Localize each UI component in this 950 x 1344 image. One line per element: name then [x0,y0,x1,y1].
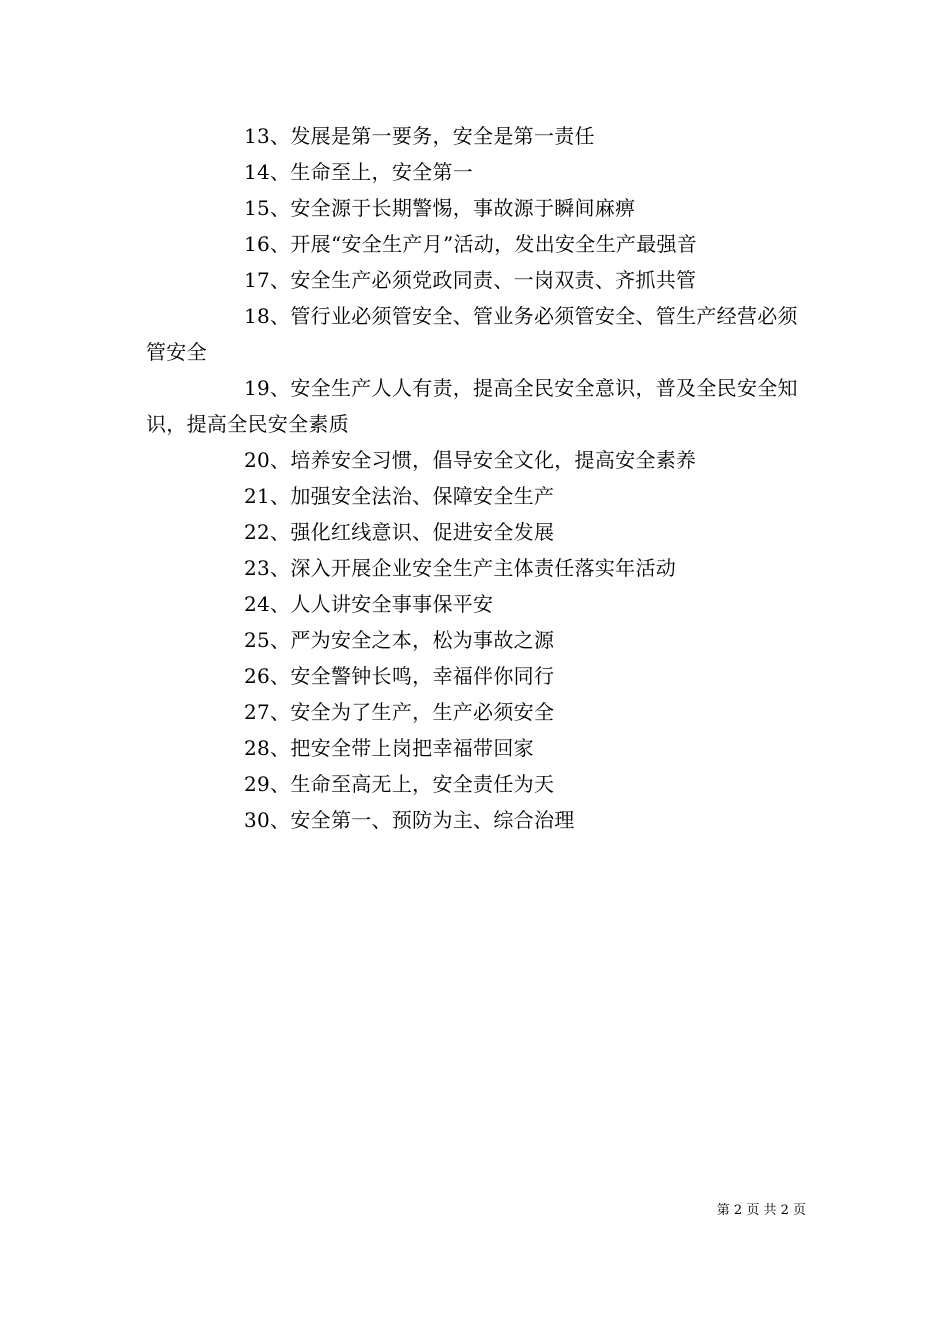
slogan-list [146,118,806,838]
page-number: 第 2 页 共 2 页 [716,1203,806,1218]
list-item: 13、发展是第一要务，安全是第一责任 [244,124,595,148]
list-item: 15、安全源于长期警惕，事故源于瞬间麻痹 [244,196,636,220]
list-item: 29、生命至高无上，安全责任为天 [244,772,555,796]
list-item: 21、加强安全法治、保障安全生产 [244,484,555,508]
list-item: 16、开展“安全生产月”活动，发出安全生产最强音 [244,232,698,256]
list-item: 30、安全第一、预防为主、综合治理 [244,808,575,832]
list-item: 25、严为安全之本，松为事故之源 [244,628,555,652]
list-item: 23、深入开展企业安全生产主体责任落实年活动 [244,556,677,580]
list-item: 14、生命至上，安全第一 [244,160,474,184]
list-item: 26、安全警钟长鸣，幸福伴你同行 [244,664,555,688]
list-item: 27、安全为了生产，生产必须安全 [244,700,555,724]
list-item: 20、培养安全习惯，倡导安全文化，提高安全素养 [244,448,697,472]
list-item: 24、人人讲安全事事保平安 [244,592,494,616]
list-item: 22、强化红线意识、促进安全发展 [244,520,555,544]
list-item: 19、安全生产人人有责，提高全民安全意识，普及全民安全知识，提高全民安全素质 [146,376,798,436]
list-item: 28、把安全带上岗把幸福带回家 [244,736,534,760]
list-item: 18、管行业必须管安全、管业务必须管安全、管生产经营必须管安全 [146,304,798,364]
list-item: 17、安全生产必须党政同责、一岗双责、齐抓共管 [244,268,697,292]
